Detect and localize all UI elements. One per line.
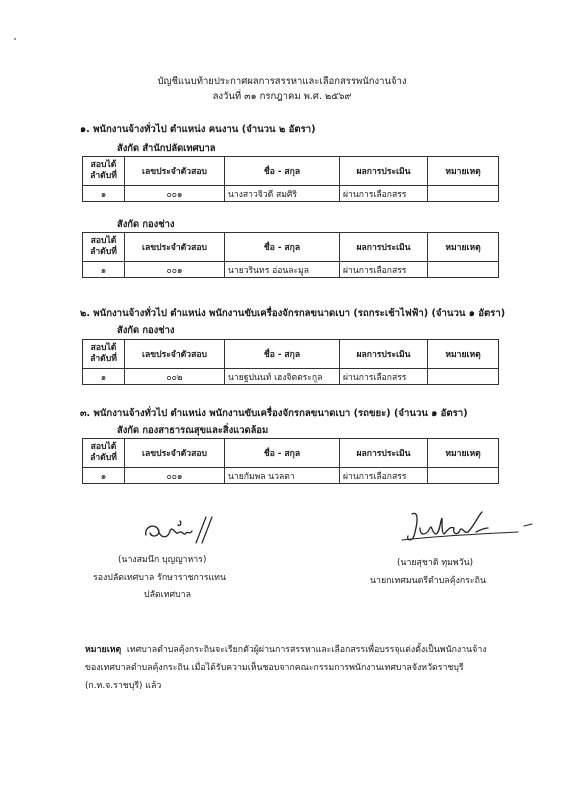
remark-cell xyxy=(428,262,499,278)
exam-id-header: เลขประจำตัวสอบ xyxy=(125,233,225,262)
name-cell: นายฐปนนท์ เฮงจิตตระกูล xyxy=(225,369,340,385)
right-signer-position: นายกเทศมนตรีตำบลคุ้งกระถิน xyxy=(370,576,486,586)
result-cell: ผ่านการเลือกสรร xyxy=(340,262,428,278)
exam-id-cell: ๐๐๑ xyxy=(125,262,225,278)
exam-id-header: เลขประจำตัวสอบ xyxy=(125,340,225,369)
section-1-group-1-heading: สังกัด สำนักปลัดเทศบาล xyxy=(117,143,216,154)
table-row xyxy=(83,468,499,484)
table-header-row xyxy=(83,340,499,369)
name-cell: นายกัมพล นวลตา xyxy=(225,468,340,484)
section-2-group-1-heading: สังกัด กองช่าง xyxy=(117,325,175,336)
result-cell: ผ่านการเลือกสรร xyxy=(340,369,428,385)
rank-header: สอบได้ ลำดับที่ xyxy=(83,157,125,186)
left-signer-position-line2: ปลัดเทศบาล xyxy=(144,590,191,600)
remark-header: หมายเหตุ xyxy=(428,340,499,369)
rank-cell: ๑ xyxy=(83,369,125,385)
footnote-line-2: ของเทศบาลตำบลคุ้งกระถิน เมื่อได้รับความเห็นชอบจากคณะกรรมการพนักงานเทศบาลจังหวัดราชบุรี xyxy=(85,663,464,673)
table-header-row xyxy=(83,233,499,262)
result-header: ผลการประเมิน xyxy=(340,233,428,262)
exam-id-cell: ๐๐๒ xyxy=(125,369,225,385)
exam-id-header: เลขประจำตัวสอบ xyxy=(125,439,225,468)
exam-id-cell: ๐๐๑ xyxy=(125,468,225,484)
section-heading-2: ๒. พนักงานจ้างทั่วไป ตำแหน่ง พนักงานขับเครื่องจักรกลขนาดเบา (รถกระเช้าไฟฟ้า) (จำนวน ๑ อัตรา) xyxy=(80,308,506,319)
result-cell: ผ่านการเลือกสรร xyxy=(340,186,428,202)
table-header-row xyxy=(83,439,499,468)
right-signer-name: (นายสุชาติ ทุมพวัน) xyxy=(397,558,474,568)
table-row xyxy=(83,262,499,278)
footnote-line-1 xyxy=(85,641,505,659)
result-cell: ผ่านการเลือกสรร xyxy=(340,468,428,484)
remark-header: หมายเหตุ xyxy=(428,157,499,186)
remark-header: หมายเหตุ xyxy=(428,233,499,262)
rank-header: สอบได้ ลำดับที่ xyxy=(83,340,125,369)
name-header: ชื่อ - สกุล xyxy=(225,157,340,186)
rank-cell: ๑ xyxy=(83,262,125,278)
remark-cell xyxy=(428,186,499,202)
left-signature xyxy=(140,513,220,549)
name-header: ชื่อ - สกุล xyxy=(225,340,340,369)
table-row xyxy=(83,186,499,202)
rank-header: สอบได้ ลำดับที่ xyxy=(83,439,125,468)
result-table xyxy=(82,156,499,202)
right-signature xyxy=(398,506,548,546)
footnote-label: หมายเหตุ xyxy=(85,645,122,655)
exam-id-header: เลขประจำตัวสอบ xyxy=(125,157,225,186)
result-header: ผลการประเมิน xyxy=(340,340,428,369)
result-table xyxy=(82,438,499,484)
left-signer-name: (นางสมนึก บุญญาหาร) xyxy=(118,555,207,565)
left-signer-position: รองปลัดเทศบาล รักษาราชการแทน xyxy=(93,573,226,583)
table-row xyxy=(83,369,499,385)
rank-header: สอบได้ ลำดับที่ xyxy=(83,233,125,262)
scan-speck xyxy=(14,38,16,40)
section-heading-1: ๑. พนักงานจ้างทั่วไป ตำแหน่ง คนงาน (จำนวน ๒ อัตรา) xyxy=(80,124,316,135)
result-header: ผลการประเมิน xyxy=(340,157,428,186)
document-date: ลงวันที่ ๓๑ กรกฎาคม พ.ศ. ๒๕๖๙ xyxy=(212,91,352,102)
remark-cell xyxy=(428,369,499,385)
result-table xyxy=(82,339,499,385)
name-cell: นายวรินทร อ่อนละมูล xyxy=(225,262,340,278)
section-1-group-2-heading: สังกัด กองช่าง xyxy=(117,219,175,230)
table-header-row xyxy=(83,157,499,186)
footnote xyxy=(85,641,505,695)
result-table xyxy=(82,232,499,278)
name-header: ชื่อ - สกุล xyxy=(225,439,340,468)
document-title: บัญชีแนบท้ายประกาศผลการสรรหาและเลือกสรรพนักงานจ้าง xyxy=(157,76,407,87)
section-3-group-1-heading: สังกัด กองสาธารณสุขและสิ่งแวดล้อม xyxy=(117,425,269,436)
rank-cell: ๑ xyxy=(83,468,125,484)
remark-cell xyxy=(428,468,499,484)
footnote-line-3: (ก.ท.จ.ราชบุรี) แล้ว xyxy=(85,681,162,691)
rank-cell: ๑ xyxy=(83,186,125,202)
name-cell: นางสาวจิวดี สมศิริ xyxy=(225,186,340,202)
exam-id-cell: ๐๐๑ xyxy=(125,186,225,202)
section-heading-3: ๓. พนักงานจ้างทั่วไป ตำแหน่ง พนักงานขับเครื่องจักรกลขนาดเบา (รถขยะ) (จำนวน ๑ อัตรา) xyxy=(80,408,468,419)
name-header: ชื่อ - สกุล xyxy=(225,233,340,262)
footnote-text-1: เทศบาลตำบลคุ้งกระถินจะเรียกตัวผู้ผ่านการสรรหาและเลือกสรรเพื่อบรรจุแต่งตั้งเป็นพนักงานจ้าง xyxy=(126,645,487,655)
result-header: ผลการประเมิน xyxy=(340,439,428,468)
remark-header: หมายเหตุ xyxy=(428,439,499,468)
